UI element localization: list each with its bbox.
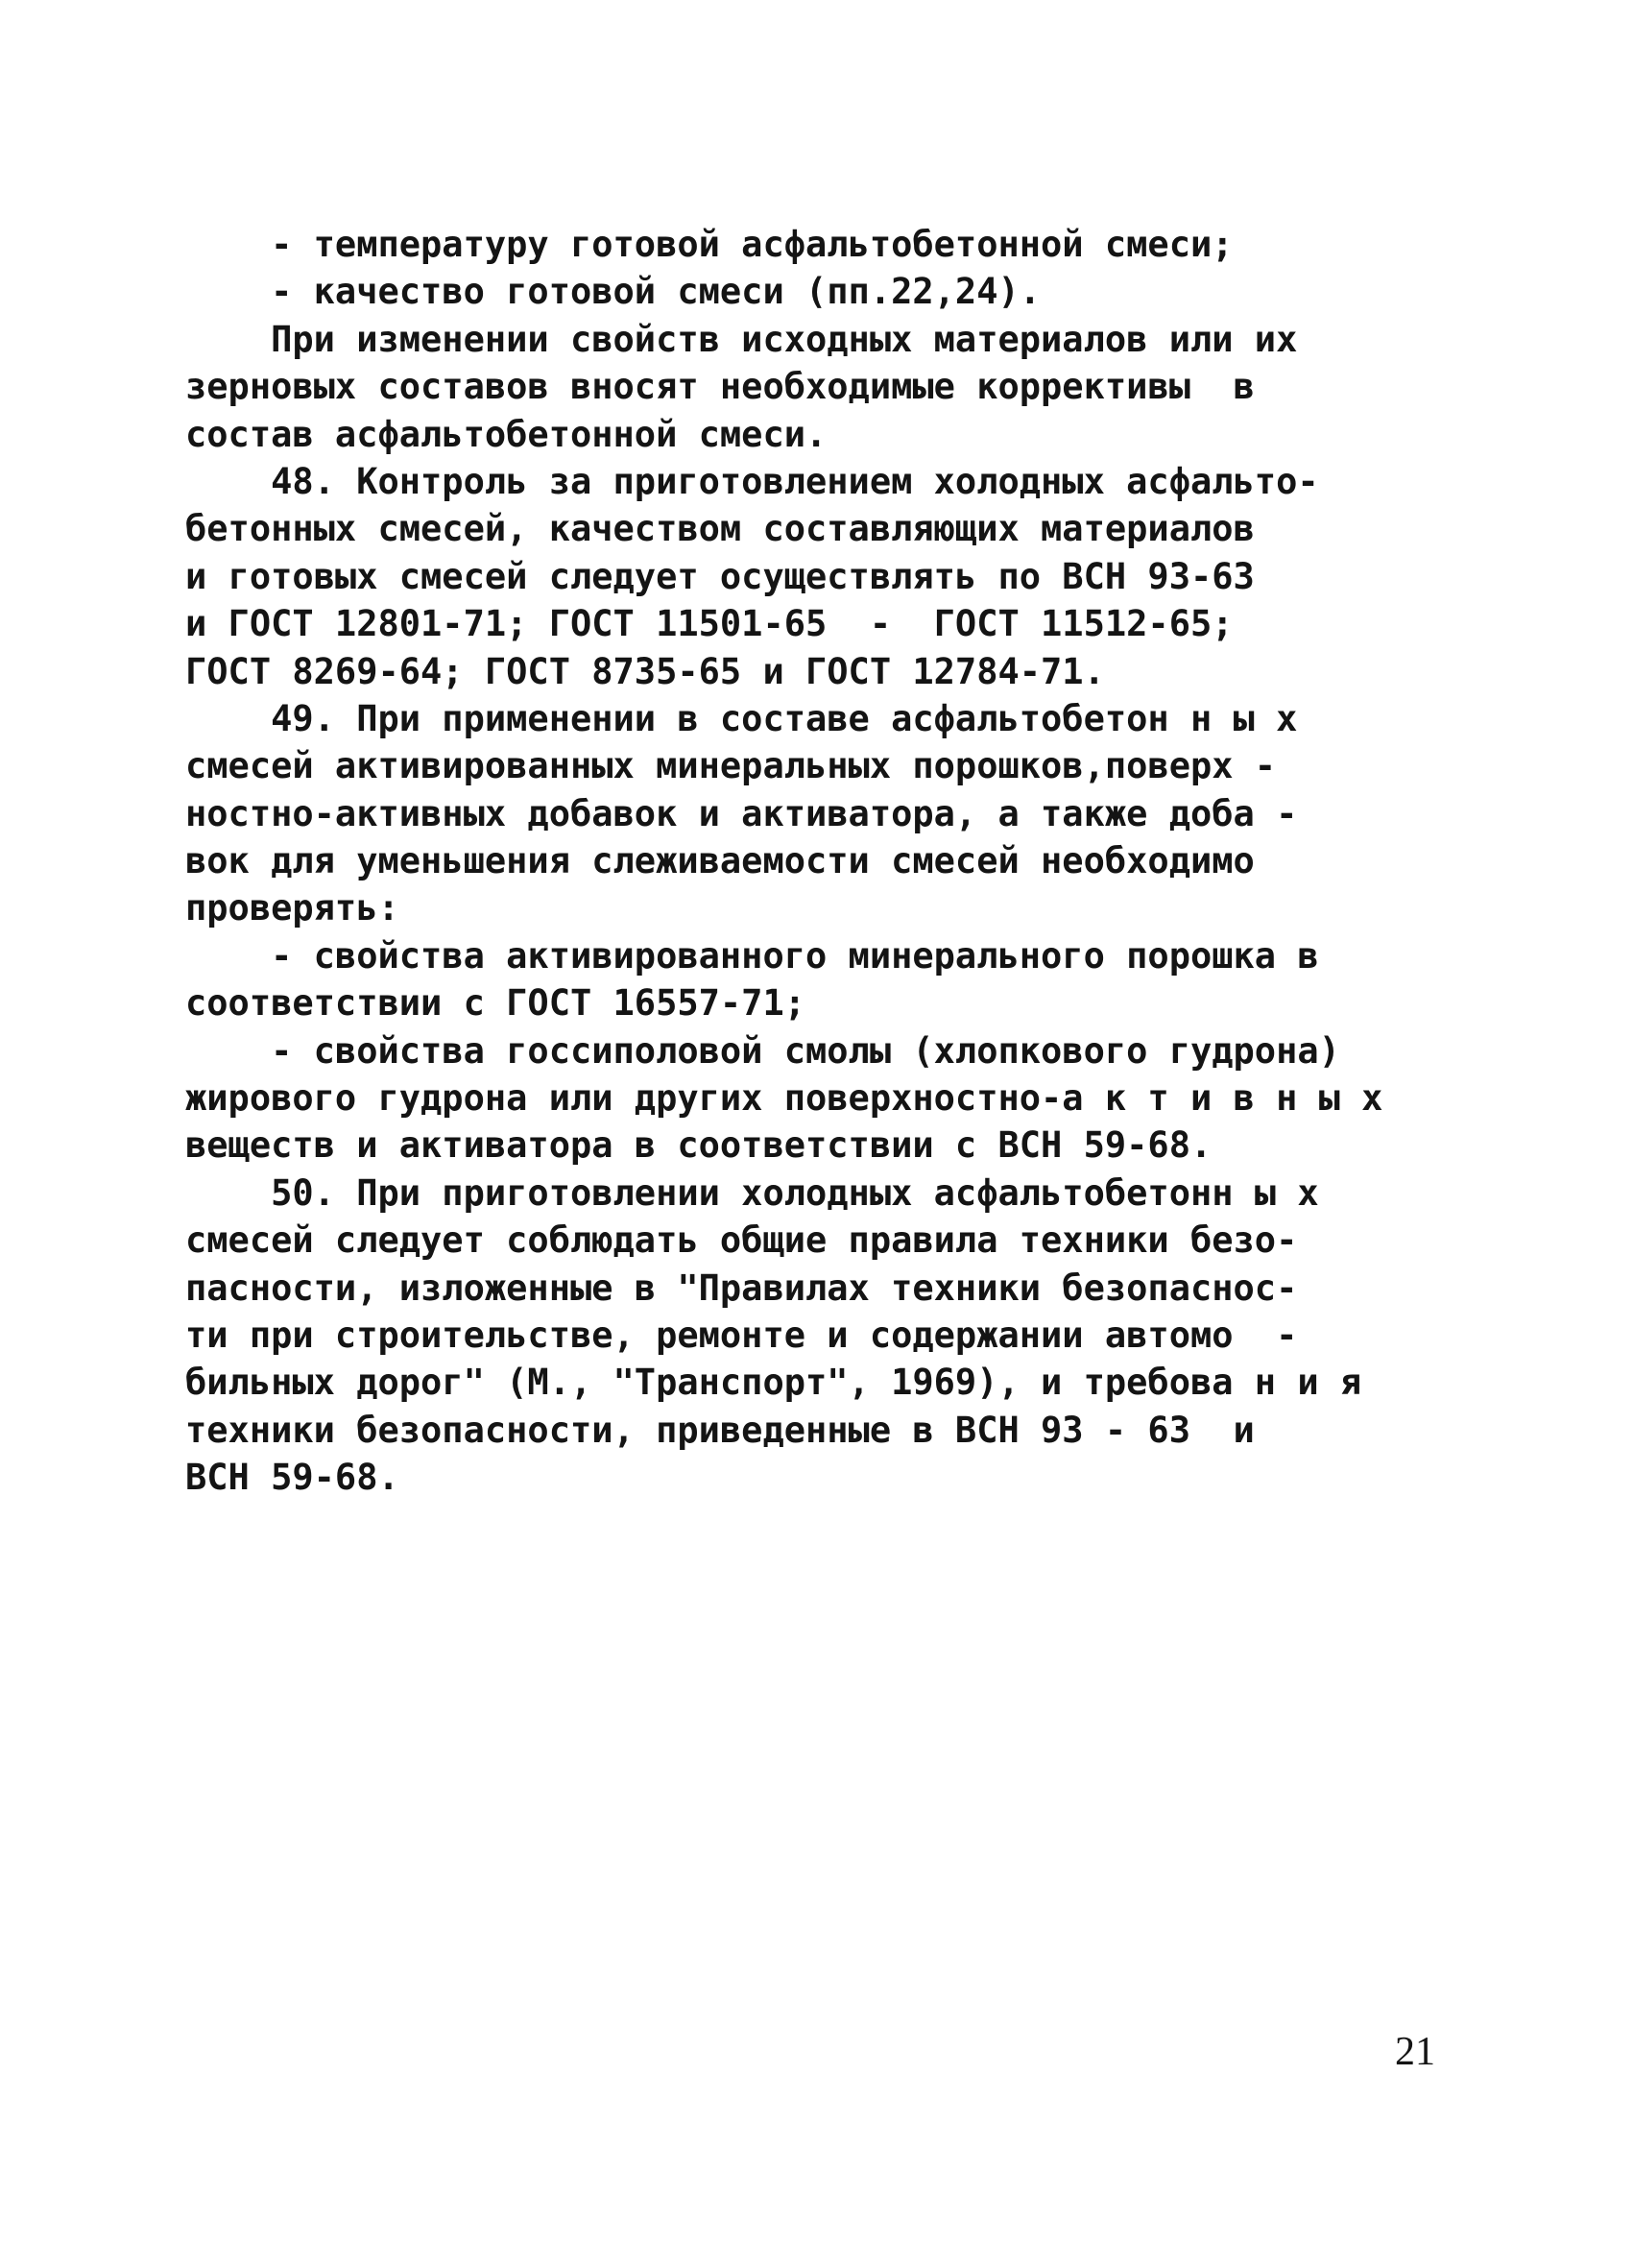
text-line: - качество готовой смеси (пп.22,24). <box>185 271 1042 313</box>
text-line: - свойства активированного минерального порошка в <box>185 934 1319 977</box>
text-line: зерновых составов вносят необходимые коррективы в <box>185 366 1255 408</box>
text-line: - температуру готовой асфальтобетонной смеси; <box>185 224 1234 265</box>
text-line: ГОСТ 8269-64; ГОСТ 8735-65 и ГОСТ 12784-71. <box>185 650 1105 692</box>
text-line: и ГОСТ 12801-71; ГОСТ 11501-65 - ГОСТ 11512-65; <box>185 603 1234 645</box>
text-line: техники безопасности, приведенные в ВСН 93 - 63 и <box>185 1409 1255 1451</box>
text-line: смесей следует соблюдать общие правила техники безо- <box>185 1219 1298 1262</box>
text-line: бильных дорог" (М., "Транспорт", 1969), и требова н и я <box>185 1362 1362 1404</box>
text-line: При изменении свойств исходных материалов или их <box>185 318 1298 360</box>
text-line: смесей активированных минеральных порошков,поверх - <box>185 745 1277 787</box>
text-line: и готовых смесей следует осуществлять по ВСН 93-63 <box>185 555 1255 597</box>
text-line: 49. При применении в составе асфальтобетон н ы х <box>185 697 1298 739</box>
text-line: жирового гудрона или других поверхностно-а к т и в н ы х <box>185 1077 1383 1120</box>
text-line: веществ и активатора в соответствии с ВСН 59-68. <box>185 1124 1213 1167</box>
body-text <box>185 221 1453 1502</box>
text-line: ти при строительстве, ремонте и содержании автомо - <box>185 1314 1298 1356</box>
text-line: соответствии с ГОСТ 16557-71; <box>185 982 806 1025</box>
text-line: состав асфальтобетонной смеси. <box>185 413 828 455</box>
text-line: вок для уменьшения слеживаемости смесей необходимо <box>185 840 1255 882</box>
page-number: 21 <box>1395 2030 1435 2074</box>
text-line: ВСН 59-68. <box>185 1457 399 1499</box>
text-line: 48. Контроль за приготовлением холодных асфальто- <box>185 460 1319 502</box>
text-line: ностно-активных добавок и активатора, а также доба - <box>185 792 1298 834</box>
text-line: пасности, изложенные в "Правилах техники безопаснос- <box>185 1267 1298 1309</box>
text-line: 50. При приготовлении холодных асфальтобетонн ы х <box>185 1171 1319 1214</box>
text-line: бетонных смесей, качеством составляющих материалов <box>185 508 1255 550</box>
text-line: проверять: <box>185 887 399 929</box>
text-line: - свойства госсиполовой смолы (хлопкового гудрона) <box>185 1029 1340 1072</box>
